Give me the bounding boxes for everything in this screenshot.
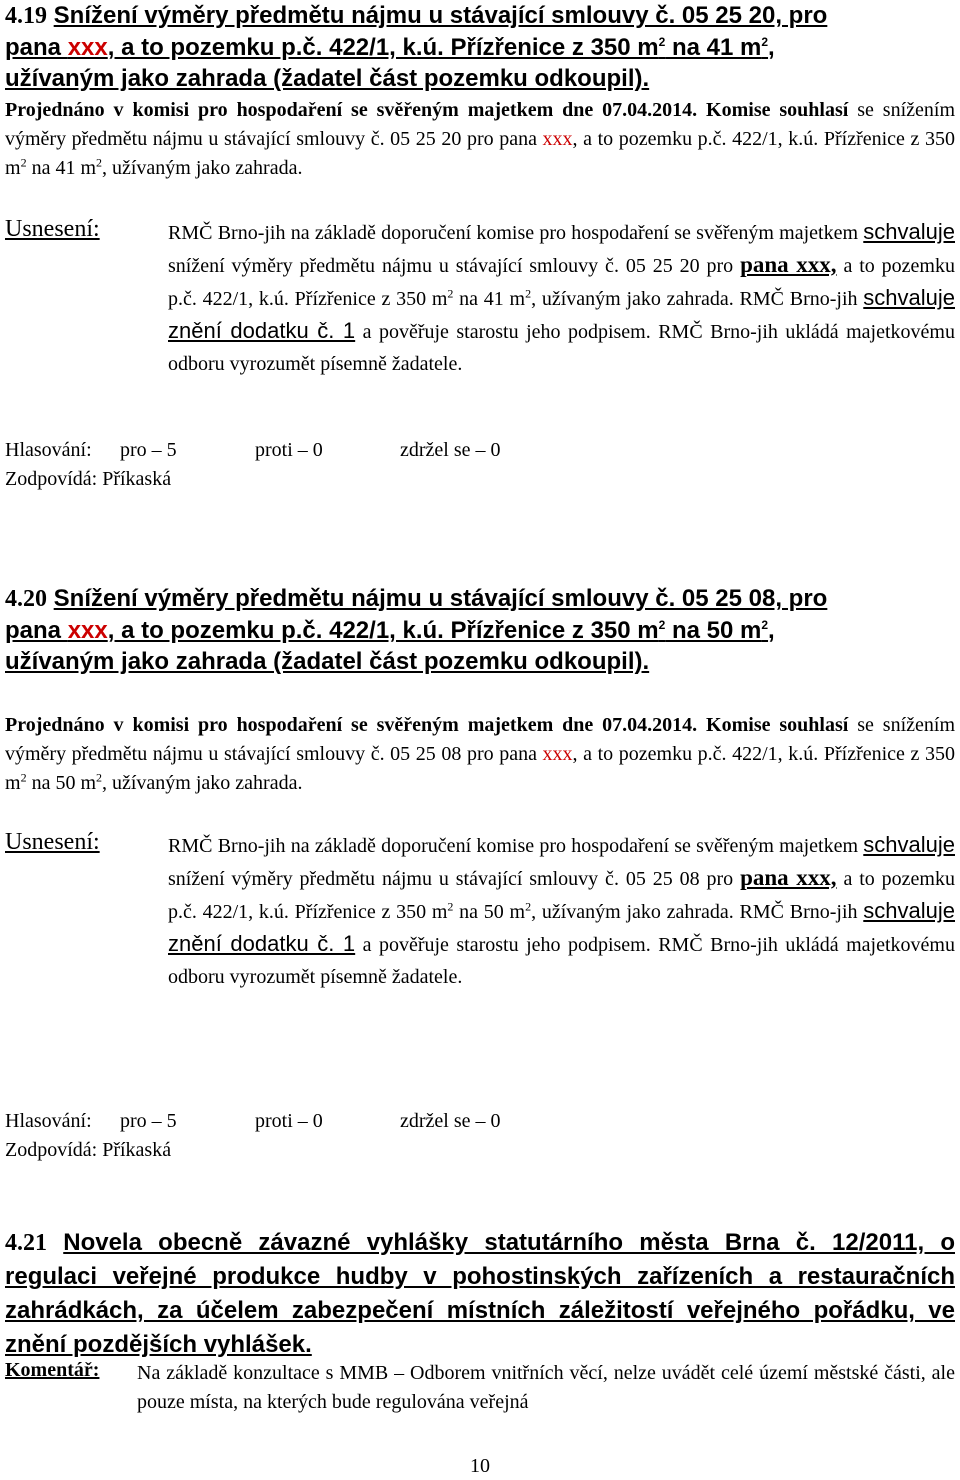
title-line-1: Snížení výměry předmětu nájmu u stávající smlouvy č. 05 25 08, pro bbox=[53, 585, 828, 612]
title-line-3: užívaným jako zahrada (žadatel část pozemku odkoupil). bbox=[5, 648, 650, 675]
section-4-20-resolution: RMČ Brno-jih na základě doporučení komise pro hospodaření se svěřeným majetkem schvaluje snížení výměry předmětu nájmu u stávající smlouvy č. 05 25 08 pro pana xxx, a to pozemku p.č. 422/1, k.ú. Přízřenice z 350 $m^2$ na 50 $m^2$, užívaným jako zahrada. RMČ Brno-jih schvaluje znění dodatku č. 1 a pověřuje starostu jeho podpisem. RMČ Brno-jih ukládá majetkovému odboru vyrozumět písemně žadatele. bbox=[168, 832, 955, 988]
section-4-20-discussion: Projednáno v komisi pro hospodaření se svěřeným majetkem dne 07.04.2014. Komise souhlasí se snížením výměry předmětu nájmu u stávající smlouvy č. 05 25 08 pro pana xxx, a to pozemku p.č. 422/1, k.ú. Přízřenice z 350 $m^2$ na 50 $m^2$, užívaným jako zahrada. bbox=[5, 714, 955, 794]
resolution-label: Usnesení: bbox=[5, 216, 100, 242]
comment-label: Komentář: bbox=[5, 1359, 100, 1381]
resolution-label: Usnesení: bbox=[5, 829, 100, 855]
responsible-person: Zodpovídá: Příkaská bbox=[5, 1139, 172, 1161]
section-number: 4.19 bbox=[5, 3, 47, 29]
title-line-2: pana xxx, a to pozemku p.č. 422/1, k.ú. Přízřenice z 350 $m^2$ na 50 $m^2$, bbox=[5, 617, 775, 644]
section-4-19-vote: Hlasování: pro – 5 proti – 0 zdržel se – 0 Zodpovídá: Příkaská bbox=[5, 436, 501, 494]
section-4-19-discussion: Projednáno v komisi pro hospodaření se svěřeným majetkem dne 07.04.2014. Komise souhlasí se snížením výměry předmětu nájmu u stávající smlouvy č. 05 25 20 pro pana xxx, a to pozemku p.č. 422/1, k.ú. Přízřenice z 350 $m^2$ na 41 $m^2$, užívaným jako zahrada. bbox=[5, 99, 955, 179]
comment-text: Na základě konzultace s MMB – Odborem vnitřních věcí, nelze uvádět celé území městské části, ale pouze místa, na kterých bude regulována veřejná bbox=[137, 1362, 955, 1413]
approves-amendment: schvaluje znění dodatku č. 1 bbox=[168, 898, 955, 956]
approves-keyword: schvaluje bbox=[863, 832, 955, 857]
section-4-19-title bbox=[5, 0, 955, 94]
page-number: 10 bbox=[470, 1455, 490, 1477]
redacted-name: xxx bbox=[67, 617, 108, 644]
approves-keyword: schvaluje bbox=[863, 219, 955, 244]
approves-amendment: schvaluje znění dodatku č. 1 bbox=[168, 285, 955, 343]
redacted-name: xxx bbox=[67, 34, 108, 61]
redacted-name: xxx bbox=[542, 743, 573, 765]
section-4-21-title bbox=[5, 1226, 955, 1362]
redacted-name: xxx bbox=[542, 128, 573, 150]
section-number: 4.21 bbox=[5, 1230, 47, 1256]
section-number: 4.20 bbox=[5, 586, 47, 612]
title-line-3: užívaným jako zahrada (žadatel část pozemku odkoupil). bbox=[5, 65, 650, 92]
section-4-20-title bbox=[5, 583, 955, 677]
title-line-1: Snížení výměry předmětu nájmu u stávající smlouvy č. 05 25 20, pro bbox=[53, 2, 828, 29]
section-title-text: Novela obecně závazné vyhlášky statutárního města Brna č. 12/2011, o regulaci veřejné produkce hudby v pohostinských zařízeních a restauračních zahrádkách, za účelem zabezpečení místních záležitostí veřejného pořádku, ve znění pozdějších vyhlášek. bbox=[5, 1229, 955, 1358]
title-line-2: pana xxx, a to pozemku p.č. 422/1, k.ú. Přízřenice z 350 $m^2$ na 41 $m^2$, bbox=[5, 34, 775, 61]
responsible-person: Zodpovídá: Příkaská bbox=[5, 468, 172, 490]
section-4-19-resolution: RMČ Brno-jih na základě doporučení komise pro hospodaření se svěřeným majetkem schvaluje snížení výměry předmětu nájmu u stávající smlouvy č. 05 25 20 pro pana xxx, a to pozemku p.č. 422/1, k.ú. Přízřenice z 350 $m^2$ na 41 $m^2$, užívaným jako zahrada. RMČ Brno-jih schvaluje znění dodatku č. 1 a pověřuje starostu jeho podpisem. RMČ Brno-jih ukládá majetkovému odboru vyrozumět písemně žadatele. bbox=[168, 219, 955, 375]
section-4-20-vote: Hlasování: pro – 5 proti – 0 zdržel se – 0 Zodpovídá: Příkaská bbox=[5, 1107, 501, 1165]
